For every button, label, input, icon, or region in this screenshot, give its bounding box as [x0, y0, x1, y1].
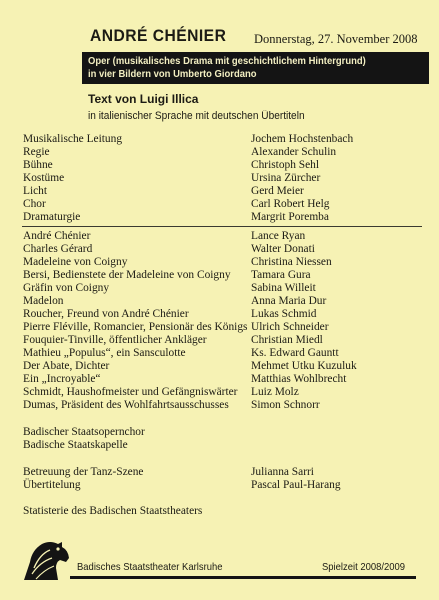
team-role: Musikalische Leitung — [23, 133, 123, 145]
team-role: Bühne — [23, 159, 53, 171]
cast-role: André Chénier — [23, 230, 91, 242]
cast-name: Christina Niessen — [251, 256, 332, 268]
credit-row — [0, 466, 439, 479]
team-name: Jochem Hochstenbach — [251, 133, 354, 145]
cast-role: Roucher, Freund von André Chénier — [23, 308, 189, 320]
cast-name: Sabina Willeit — [251, 282, 316, 294]
cast-name: Christian Miedl — [251, 334, 323, 346]
cast-row — [0, 386, 439, 399]
cast-row — [0, 269, 439, 282]
cast-role: Ein „Incroyable“ — [23, 373, 101, 385]
credit-role: Übertitelung — [23, 479, 81, 491]
cast-role: Charles Gérard — [23, 243, 93, 255]
credit-role: Betreuung der Tanz-Szene — [23, 466, 144, 478]
cast-row — [0, 321, 439, 334]
cast-name: Simon Schnorr — [251, 399, 320, 411]
performance-date: Donnerstag, 27. November 2008 — [254, 32, 418, 46]
cast-row — [0, 399, 439, 412]
team-row — [0, 211, 439, 224]
team-role: Chor — [23, 198, 46, 210]
extras-credit: Statisterie des Badischen Staatstheaters — [23, 505, 203, 517]
banner-line-2: in vier Bildern von Umberto Giordano — [88, 68, 257, 80]
cast-row — [0, 256, 439, 269]
cast-row — [0, 347, 439, 360]
cast-role: Madeleine von Coigny — [23, 256, 128, 268]
banner-line-1: Oper (musikalisches Drama mit geschichtlichem Hintergrund) — [88, 55, 366, 67]
team-row — [0, 133, 439, 146]
cast-name: Tamara Gura — [251, 269, 311, 281]
cast-name: Matthias Wohlbrecht — [251, 373, 347, 385]
cast-role: Fouquier-Tinville, öffentlicher Ankläger — [23, 334, 207, 346]
opera-title: ANDRÉ CHÉNIER — [90, 26, 227, 45]
cast-row — [0, 295, 439, 308]
team-row — [0, 172, 439, 185]
team-name: Margrit Poremba — [251, 211, 329, 223]
horse-head-logo-icon — [20, 536, 72, 584]
cast-row — [0, 373, 439, 386]
team-name: Christoph Sehl — [251, 159, 320, 171]
cast-row — [0, 308, 439, 321]
cast-role: Dumas, Präsident des Wohlfahrtsausschusses — [23, 399, 229, 411]
team-role: Licht — [23, 185, 48, 197]
subtitle-banner — [82, 52, 429, 84]
team-role: Kostüme — [23, 172, 65, 184]
cast-name: Lance Ryan — [251, 230, 306, 242]
ensemble-chorus: Badischer Staatsopernchor — [23, 426, 145, 438]
cast-name: Ulrich Schneider — [251, 321, 329, 333]
cast-row — [0, 360, 439, 373]
credit-name: Pascal Paul-Harang — [251, 479, 341, 491]
cast-name: Anna Maria Dur — [251, 295, 327, 307]
cast-row — [0, 230, 439, 243]
cast-row — [0, 334, 439, 347]
footer-rule — [70, 576, 416, 579]
team-row — [0, 198, 439, 211]
cast-role: Mathieu „Populus“, ein Sansculotte — [23, 347, 186, 359]
team-row — [0, 185, 439, 198]
credit-row — [0, 479, 439, 492]
cast-role: Bersi, Bedienstete der Madeleine von Coigny — [23, 269, 231, 281]
season-label: Spielzeit 2008/2009 — [322, 561, 406, 573]
cast-row — [0, 282, 439, 295]
cast-name: Walter Donati — [251, 243, 315, 255]
cast-role: Der Abate, Dichter — [23, 360, 110, 372]
cast-role: Madelon — [23, 295, 64, 307]
team-role: Dramaturgie — [23, 211, 81, 223]
language-note: in italienischer Sprache mit deutschen Übertiteln — [88, 110, 305, 122]
cast-role: Pierre Fléville, Romancier, Pensionär des Königs — [23, 321, 248, 333]
team-name: Alexander Schulin — [251, 146, 337, 158]
credit-name: Julianna Sarri — [251, 466, 314, 478]
cast-role: Gräfin von Coigny — [23, 282, 110, 294]
section-divider — [22, 226, 422, 227]
ensemble-orchestra: Badische Staatskapelle — [23, 439, 128, 451]
cast-name: Mehmet Utku Kuzuluk — [251, 360, 357, 372]
cast-role: Schmidt, Haushofmeister und Gefängniswärter — [23, 386, 238, 398]
cast-name: Lukas Schmid — [251, 308, 317, 320]
team-row — [0, 159, 439, 172]
theatre-name: Badisches Staatstheater Karlsruhe — [77, 561, 223, 573]
team-name: Carl Robert Helg — [251, 198, 330, 210]
team-role: Regie — [23, 146, 50, 158]
libretto-credit: Text von Luigi Illica — [88, 92, 199, 106]
team-name: Ursina Zürcher — [251, 172, 321, 184]
cast-name: Luiz Molz — [251, 386, 299, 398]
team-name: Gerd Meier — [251, 185, 304, 197]
cast-row — [0, 243, 439, 256]
cast-name: Ks. Edward Gauntt — [251, 347, 339, 359]
team-row — [0, 146, 439, 159]
